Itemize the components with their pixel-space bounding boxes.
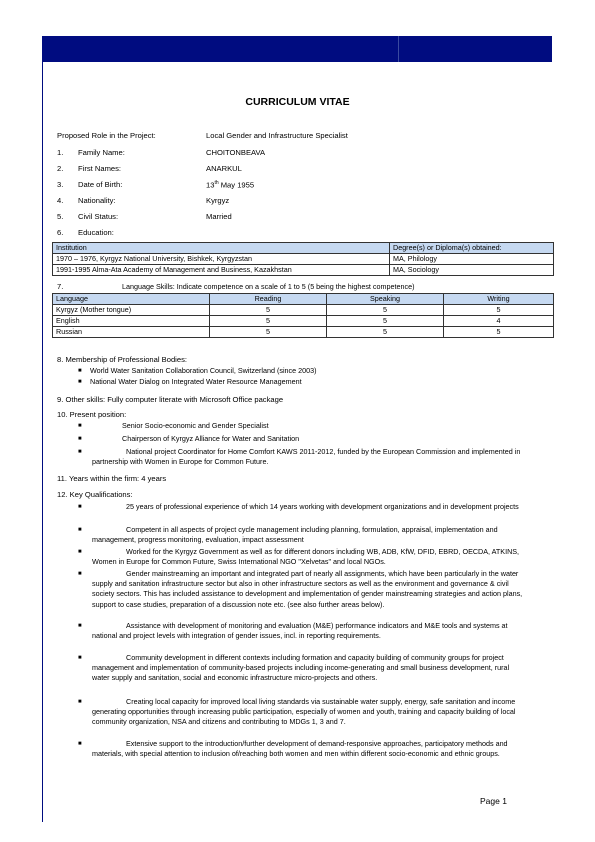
table-row xyxy=(53,305,554,316)
language-heading-num: 7. xyxy=(57,282,64,291)
list-item: ■ Senior Socio-economic and Gender Specialist xyxy=(78,421,269,430)
list-item: ■ Extensive support to the introduction/further development of demand-responsive approaches, participatory methods and materials, with special attention to inclusion of/reaching both women and men within different socio-economic and ethnic groups. xyxy=(78,739,508,759)
field-num: 4. xyxy=(57,196,64,205)
list-item: ■ Assistance with development of monitoring and evaluation (M&E) performance indicators and M&E tools and systems at national and project levels with integration of gender issues, incl. in reporting requirements. xyxy=(78,621,508,641)
table-cell: MA, Sociology xyxy=(390,265,554,276)
table-row xyxy=(53,316,554,327)
table-header-row xyxy=(53,243,554,254)
table-row xyxy=(53,327,554,338)
list-item: ■ National project Coordinator for Home Comfort KAWS 2011-2012, funded by the European Commission and implemented in partnership with Women in Europe for Common Future. xyxy=(78,447,521,467)
field-value: ANARKUL xyxy=(206,164,242,173)
list-item: ■ World Water Sanitation Collaboration Council, Switzerland (since 2003) xyxy=(78,366,317,375)
table-row xyxy=(53,254,554,265)
field-label: Family Name: xyxy=(78,148,125,157)
field-num: 5. xyxy=(57,212,64,221)
other-skills: 9. Other skills: Fully computer literate with Microsoft Office package xyxy=(57,395,284,404)
table-header-row xyxy=(53,294,554,305)
table-header-cell: Writing xyxy=(444,294,554,305)
bullet-icon: ■ xyxy=(78,655,82,661)
bullet-icon: ■ xyxy=(78,741,82,747)
table-cell: 1991-1995 Alma-Ata Academy of Management and Business, Kazakhstan xyxy=(53,265,390,276)
language-heading: Language Skills: Indicate competence on a scale of 1 to 5 (5 being the highest competence) xyxy=(122,282,415,291)
table-header-cell: Speaking xyxy=(327,294,444,305)
bullet-icon: ■ xyxy=(78,571,82,577)
field-num: 2. xyxy=(57,164,64,173)
table-header-cell: Reading xyxy=(210,294,327,305)
table-header-cell: Degree(s) or Diploma(s) obtained: xyxy=(390,243,554,254)
field-value: Kyrgyz xyxy=(206,196,230,205)
bullet-icon: ■ xyxy=(78,449,82,455)
field-num: 3. xyxy=(57,180,64,189)
field-label: Education: xyxy=(78,228,114,237)
table-cell: Russian xyxy=(53,327,210,338)
bullet-icon: ■ xyxy=(78,623,82,629)
present-position-heading: 10. Present position: xyxy=(57,410,127,419)
table-cell: 5 xyxy=(327,327,444,338)
list-item: ■ Worked for the Kyrgyz Government as well as for different donors including WB, ADB, KfW, DFID, EBRD, OECDA, ATKINS, Women in Europe for Common Future, Swiss International NGO "Xelvetas" and local NGOs. xyxy=(78,547,520,567)
list-item: ■ Gender mainstreaming an important and integrated part of nearly all assignments, which have been particularly in the water supply and sanitation infrastructure sector but also in other infrastructure sectors as well as the environment and governance & civil society sectors. This has included assistance to development and implementation of gender mainstreaming strategies and action plans, support to case studies, preparation of a discussion note etc. (see also further areas below). xyxy=(78,569,523,609)
table-header-cell: Language xyxy=(53,294,210,305)
table-header-cell: Institution xyxy=(53,243,390,254)
education-table xyxy=(52,242,554,276)
list-item: ■ National Water Dialog on Integrated Water Resource Management xyxy=(78,377,302,386)
table-cell: 1970 – 1976, Kyrgyz National University, Bishkek, Kyrgyzstan xyxy=(53,254,390,265)
bullet-icon: ■ xyxy=(78,699,82,705)
field-value: 13th May 1955 xyxy=(206,180,255,190)
field-value: Married xyxy=(206,212,232,221)
table-cell: 5 xyxy=(444,327,554,338)
table-cell: 5 xyxy=(327,305,444,316)
role-value: Local Gender and Infrastructure Specialist xyxy=(206,131,348,140)
field-label: Date of Birth: xyxy=(78,180,123,189)
list-item: ■ Community development in different contexts including formation and capacity building of community groups for project management and implementation of community-based projects including income-generating and small business development, rural water supply and sanitation, social and economic infrastructure micro-projects and others. xyxy=(78,653,510,683)
table-cell: English xyxy=(53,316,210,327)
table-cell: 5 xyxy=(210,316,327,327)
field-label: Civil Status: xyxy=(78,212,119,221)
table-cell: 5 xyxy=(444,305,554,316)
membership-heading: 8. Membership of Professional Bodies: xyxy=(57,355,188,364)
language-table xyxy=(52,293,554,338)
header-band xyxy=(42,36,552,62)
field-label: First Names: xyxy=(78,164,122,173)
list-item: ■ Competent in all aspects of project cycle management including planning, formulation, appraisal, implementation and management, progress monitoring, evaluation, impact assessment xyxy=(78,525,498,545)
field-num: 6. xyxy=(57,228,64,237)
page-number: Page 1 xyxy=(480,796,507,806)
field-num: 1. xyxy=(57,148,64,157)
qualifications-heading: 12. Key Qualifications: xyxy=(57,490,133,499)
field-label: Nationality: xyxy=(78,196,116,205)
bullet-icon: ■ xyxy=(78,436,82,442)
table-cell: 5 xyxy=(327,316,444,327)
table-cell: Kyrgyz (Mother tongue) xyxy=(53,305,210,316)
header-divider xyxy=(398,36,399,62)
bullet-icon: ■ xyxy=(78,423,82,429)
field-value: CHOITONBEAVA xyxy=(206,148,266,157)
role-label: Proposed Role in the Project: xyxy=(57,131,156,140)
list-item: ■ Chairperson of Kyrgyz Alliance for Water and Sanitation xyxy=(78,434,300,443)
bullet-icon: ■ xyxy=(78,504,82,510)
left-margin-rule xyxy=(42,62,43,822)
table-cell: 5 xyxy=(210,305,327,316)
table-cell: 5 xyxy=(210,327,327,338)
page-title: CURRICULUM VITAE xyxy=(245,96,350,108)
bullet-icon: ■ xyxy=(78,379,82,385)
table-cell: 4 xyxy=(444,316,554,327)
table-row xyxy=(53,265,554,276)
bullet-icon: ■ xyxy=(78,527,82,533)
table-cell: MA, Philology xyxy=(390,254,554,265)
list-item: ■ 25 years of professional experience of which 14 years working with development organizations and in development projects xyxy=(78,502,519,511)
bullet-icon: ■ xyxy=(78,549,82,555)
years-with-firm: 11. Years within the firm: 4 years xyxy=(57,474,167,483)
bullet-icon: ■ xyxy=(78,368,82,374)
list-item: ■ Creating local capacity for improved local living standards via sustainable water supply, energy, safe sanitation and income generating opportunities through increasing public participation, especially of women and youth, training and capacity building of local community organization, NSA and citizens and contributing to MDGs 1, 3 and 7. xyxy=(78,697,516,727)
